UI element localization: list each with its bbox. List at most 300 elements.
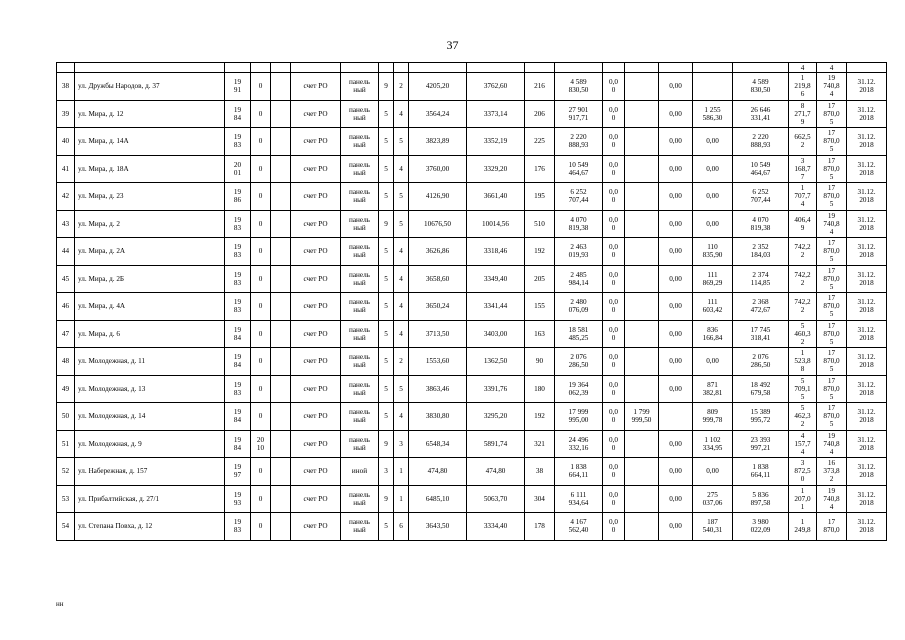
table-cell-floors: 5 bbox=[379, 128, 394, 156]
table-cell-date: 31.12. 2018 bbox=[847, 485, 887, 513]
table-cell-c19: 17 870,0 5 bbox=[817, 403, 847, 431]
table-cell-c5 bbox=[271, 513, 291, 541]
table-cell-n: 38 bbox=[57, 73, 75, 101]
table-row bbox=[57, 458, 887, 486]
table-cell-area1: 6548,34 bbox=[409, 430, 467, 458]
table-cell-entr: 4 bbox=[394, 155, 409, 183]
table-cell-c19: 19 740,8 4 bbox=[817, 210, 847, 238]
table-cell-date: 31.12. 2018 bbox=[847, 155, 887, 183]
table-cell-c13: 0,0 0 bbox=[603, 128, 625, 156]
table-cell-c17: 26 646 331,41 bbox=[733, 100, 789, 128]
table-cell-c15: 0,00 bbox=[659, 210, 693, 238]
housing-table bbox=[56, 62, 887, 541]
table-cell-date: 31.12. 2018 bbox=[847, 513, 887, 541]
table-cell-year: 19 83 bbox=[225, 513, 251, 541]
table-cell-c17: 15 389 995,72 bbox=[733, 403, 789, 431]
table-cell-c19: 17 870,0 5 bbox=[817, 265, 847, 293]
table-cell-c17: 10 549 464,67 bbox=[733, 155, 789, 183]
table-cell-c14 bbox=[625, 265, 659, 293]
table-cell-people: 304 bbox=[525, 485, 555, 513]
table-cell-addr: ул. Мира, д. 2А bbox=[75, 238, 225, 266]
table-cell-cost: 1 838 664,11 bbox=[555, 458, 603, 486]
table-cell-area2: 3349,40 bbox=[467, 265, 525, 293]
table-cell-people: 192 bbox=[525, 238, 555, 266]
table-cell-fund: счет РО bbox=[291, 403, 341, 431]
table-cell-floors: 5 bbox=[379, 265, 394, 293]
table-cell-c14 bbox=[625, 293, 659, 321]
table-cell-c16 bbox=[693, 73, 733, 101]
table-cell-area1: 3650,24 bbox=[409, 293, 467, 321]
table-cell-c18: 4 157,7 4 bbox=[789, 430, 817, 458]
table-cell-year: 19 83 bbox=[225, 375, 251, 403]
table-cell-c14 bbox=[625, 375, 659, 403]
table-cell-wall: панель ный bbox=[341, 430, 379, 458]
table-cell-date: 31.12. 2018 bbox=[847, 238, 887, 266]
table-cell-cost: 2 220 888,93 bbox=[555, 128, 603, 156]
table-cell-c5 bbox=[271, 403, 291, 431]
table-cell-c13: 0,0 0 bbox=[603, 458, 625, 486]
table-cell-c14 bbox=[625, 210, 659, 238]
table-cell-addr: ул. Мира, д. 14А bbox=[75, 128, 225, 156]
table-cell-c19: 19 740,8 4 bbox=[817, 430, 847, 458]
table-cell-c16: 0,00 bbox=[693, 210, 733, 238]
table-cell-fund: счет РО bbox=[291, 238, 341, 266]
table-row bbox=[57, 183, 887, 211]
table-cell-c14 bbox=[625, 128, 659, 156]
table-cell-addr: ул. Молодежная, д. 11 bbox=[75, 348, 225, 376]
table-cell-area2: 3295,20 bbox=[467, 403, 525, 431]
table-cell-year: 19 84 bbox=[225, 403, 251, 431]
table-cell-c16: 0,00 bbox=[693, 458, 733, 486]
table-cell-wall: иной bbox=[341, 458, 379, 486]
table-cell-cost: 2 485 984,14 bbox=[555, 265, 603, 293]
table-cell-c5 bbox=[271, 155, 291, 183]
table-cell-floors: 3 bbox=[379, 458, 394, 486]
table-cell-n: 49 bbox=[57, 375, 75, 403]
table-cell-c14 bbox=[625, 155, 659, 183]
table-cell bbox=[225, 63, 251, 73]
table-cell bbox=[733, 63, 789, 73]
table-cell-floors: 5 bbox=[379, 513, 394, 541]
table-cell-c16: 110 835,90 bbox=[693, 238, 733, 266]
table-cell-c17: 2 374 114,85 bbox=[733, 265, 789, 293]
table-cell-addr: ул. Мира, д. 2 bbox=[75, 210, 225, 238]
table-cell-floors: 5 bbox=[379, 320, 394, 348]
table-cell-area1: 3713,50 bbox=[409, 320, 467, 348]
table-cell-year: 20 01 bbox=[225, 155, 251, 183]
table-row bbox=[57, 513, 887, 541]
table-cell-addr: ул. Прибалтийская, д. 27/1 bbox=[75, 485, 225, 513]
table-cell-addr: ул. Мира, д. 12 bbox=[75, 100, 225, 128]
table-cell-n: 43 bbox=[57, 210, 75, 238]
table-cell-cost: 4 070 819,38 bbox=[555, 210, 603, 238]
table-cell-entr: 4 bbox=[394, 293, 409, 321]
table-cell-people: 216 bbox=[525, 73, 555, 101]
table-cell-cost: 17 999 995,00 bbox=[555, 403, 603, 431]
table-cell-people: 176 bbox=[525, 155, 555, 183]
table-cell-addr: ул. Молодежная, д. 14 bbox=[75, 403, 225, 431]
table-cell-c4: 0 bbox=[251, 513, 271, 541]
table-cell-fund: счет РО bbox=[291, 128, 341, 156]
table-cell-c13: 0,0 0 bbox=[603, 403, 625, 431]
table-cell-c19: 19 740,8 4 bbox=[817, 485, 847, 513]
table-cell-people: 163 bbox=[525, 320, 555, 348]
table-cell-wall: панель ный bbox=[341, 100, 379, 128]
table-cell-c15: 0,00 bbox=[659, 128, 693, 156]
table-cell-entr: 4 bbox=[394, 320, 409, 348]
table-cell-c4: 0 bbox=[251, 458, 271, 486]
table-cell-c18: 742,2 2 bbox=[789, 293, 817, 321]
table-cell-c19: 17 870,0 5 bbox=[817, 293, 847, 321]
table-row bbox=[57, 73, 887, 101]
table-cell-n: 53 bbox=[57, 485, 75, 513]
table-cell-c4: 20 10 bbox=[251, 430, 271, 458]
table-cell-c14 bbox=[625, 73, 659, 101]
table-cell-fund: счет РО bbox=[291, 210, 341, 238]
table-cell-n: 42 bbox=[57, 183, 75, 211]
table-cell-c13: 0,0 0 bbox=[603, 375, 625, 403]
table-cell-c4: 0 bbox=[251, 403, 271, 431]
table-cell-c13: 0,0 0 bbox=[603, 210, 625, 238]
table-cell-floors: 5 bbox=[379, 100, 394, 128]
table-cell-c4: 0 bbox=[251, 265, 271, 293]
table-cell-c18: 1 707,7 4 bbox=[789, 183, 817, 211]
table-cell-area1: 3564,24 bbox=[409, 100, 467, 128]
table-cell-entr: 5 bbox=[394, 210, 409, 238]
table-row bbox=[57, 320, 887, 348]
table-cell-c15: 0,00 bbox=[659, 375, 693, 403]
table-cell-date: 31.12. 2018 bbox=[847, 100, 887, 128]
table-cell-c13: 0,0 0 bbox=[603, 155, 625, 183]
table-cell-people: 192 bbox=[525, 403, 555, 431]
table-cell-c17: 23 393 997,21 bbox=[733, 430, 789, 458]
table-cell-n: 41 bbox=[57, 155, 75, 183]
table-cell-c16: 0,00 bbox=[693, 155, 733, 183]
table-cell-n: 47 bbox=[57, 320, 75, 348]
table-cell-c16: 275 037,06 bbox=[693, 485, 733, 513]
table-cell-wall: панель ный bbox=[341, 210, 379, 238]
table-cell-c18: 3 872,5 0 bbox=[789, 458, 817, 486]
table-cell-c4: 0 bbox=[251, 485, 271, 513]
table-cell-c18: 662,5 2 bbox=[789, 128, 817, 156]
table-cell-entr: 4 bbox=[394, 100, 409, 128]
table-cell-c15: 0,00 bbox=[659, 100, 693, 128]
table-cell-c19: 19 740,8 4 bbox=[817, 73, 847, 101]
table-cell-c19: 17 870,0 5 bbox=[817, 100, 847, 128]
table-cell-c19: 17 870,0 bbox=[817, 513, 847, 541]
table-cell-cost: 10 549 464,67 bbox=[555, 155, 603, 183]
table-cell-fund: счет РО bbox=[291, 73, 341, 101]
table-cell-entr: 4 bbox=[394, 265, 409, 293]
table-cell-date: 31.12. 2018 bbox=[847, 210, 887, 238]
table-cell bbox=[57, 63, 75, 73]
table-cell-c18: 742,2 2 bbox=[789, 238, 817, 266]
table-cell-c17: 3 980 022,09 bbox=[733, 513, 789, 541]
table-cell-cost: 2 463 019,93 bbox=[555, 238, 603, 266]
table-cell-floors: 5 bbox=[379, 375, 394, 403]
table-cell-wall: панель ный bbox=[341, 485, 379, 513]
table-cell-wall: панель ный bbox=[341, 183, 379, 211]
table-cell-area2: 5063,70 bbox=[467, 485, 525, 513]
table-row bbox=[57, 430, 887, 458]
table-cell-cost: 19 364 062,39 bbox=[555, 375, 603, 403]
table-cell-year: 19 84 bbox=[225, 100, 251, 128]
table-row bbox=[57, 155, 887, 183]
table-cell-area2: 3352,19 bbox=[467, 128, 525, 156]
table-cell-c5 bbox=[271, 485, 291, 513]
table-cell-fund: счет РО bbox=[291, 183, 341, 211]
table-cell-c18: 5 460,3 2 bbox=[789, 320, 817, 348]
table-cell-floors: 5 bbox=[379, 403, 394, 431]
table-cell-date: 31.12. 2018 bbox=[847, 430, 887, 458]
table-cell-people: 206 bbox=[525, 100, 555, 128]
table-cell-c19: 17 870,0 5 bbox=[817, 128, 847, 156]
table-cell-c4: 0 bbox=[251, 73, 271, 101]
table-cell-c4: 0 bbox=[251, 375, 271, 403]
table-row bbox=[57, 293, 887, 321]
table-row bbox=[57, 485, 887, 513]
table-cell-date: 31.12. 2018 bbox=[847, 265, 887, 293]
table-cell-c4: 0 bbox=[251, 320, 271, 348]
table-cell-date: 31.12. 2018 bbox=[847, 403, 887, 431]
table-cell-area2: 3318,46 bbox=[467, 238, 525, 266]
table-cell-c15: 0,00 bbox=[659, 320, 693, 348]
table-cell-c16: 836 166,84 bbox=[693, 320, 733, 348]
table-cell-people: 38 bbox=[525, 458, 555, 486]
table-cell bbox=[251, 63, 271, 73]
table-cell-c18: 1 523,8 8 bbox=[789, 348, 817, 376]
table-cell-c15: 0,00 bbox=[659, 513, 693, 541]
table-cell bbox=[341, 63, 379, 73]
table-cell-people: 90 bbox=[525, 348, 555, 376]
table-cell bbox=[847, 63, 887, 73]
table-cell-c5 bbox=[271, 348, 291, 376]
table-cell-floors: 5 bbox=[379, 348, 394, 376]
table-cell-addr: ул. Молодежная, д. 13 bbox=[75, 375, 225, 403]
table-cell-c14 bbox=[625, 485, 659, 513]
table-cell-entr: 5 bbox=[394, 128, 409, 156]
table-cell-addr: ул. Мира, д. 2Б bbox=[75, 265, 225, 293]
table-cell-c19: 17 870,0 5 bbox=[817, 375, 847, 403]
table-cell-c16: 111 603,42 bbox=[693, 293, 733, 321]
table-cell-c15: 0,00 bbox=[659, 238, 693, 266]
table-cell-addr: ул. Мира, д. 6 bbox=[75, 320, 225, 348]
table-cell-c15: 0,00 bbox=[659, 293, 693, 321]
table-cell-entr: 1 bbox=[394, 485, 409, 513]
table-cell-c16: 871 382,81 bbox=[693, 375, 733, 403]
table-cell-c15 bbox=[659, 403, 693, 431]
table-cell-c13: 0,0 0 bbox=[603, 73, 625, 101]
table-cell-entr: 3 bbox=[394, 430, 409, 458]
table-cell-area2: 3341,44 bbox=[467, 293, 525, 321]
table-cell-people: 155 bbox=[525, 293, 555, 321]
table-cell-year: 19 86 bbox=[225, 183, 251, 211]
table-cell-area2: 3373,14 bbox=[467, 100, 525, 128]
table-cell-floors: 9 bbox=[379, 430, 394, 458]
table-cell-c13: 0,0 0 bbox=[603, 238, 625, 266]
table-cell-date: 31.12. 2018 bbox=[847, 128, 887, 156]
table-cell-entr: 5 bbox=[394, 183, 409, 211]
table-cell-c13: 0,0 0 bbox=[603, 100, 625, 128]
table-cell-fund: счет РО bbox=[291, 265, 341, 293]
table-cell-area1: 4126,90 bbox=[409, 183, 467, 211]
table-cell-wall: панель ный bbox=[341, 265, 379, 293]
table-cell-addr: ул. Мира, д. 18А bbox=[75, 155, 225, 183]
table-cell-c14 bbox=[625, 513, 659, 541]
table-cell-c16: 809 999,78 bbox=[693, 403, 733, 431]
table-cell-area1: 10676,50 bbox=[409, 210, 467, 238]
table-cell-c17: 17 745 318,41 bbox=[733, 320, 789, 348]
table-cell-c13: 0,0 0 bbox=[603, 430, 625, 458]
table-cell bbox=[625, 63, 659, 73]
table-cell-area1: 4205,20 bbox=[409, 73, 467, 101]
table-cell-n: 50 bbox=[57, 403, 75, 431]
table-cell-cost: 6 111 934,64 bbox=[555, 485, 603, 513]
table-cell-fund: счет РО bbox=[291, 485, 341, 513]
table-cell-c17: 2 352 184,03 bbox=[733, 238, 789, 266]
table-cell-floors: 9 bbox=[379, 210, 394, 238]
table-cell-entr: 2 bbox=[394, 73, 409, 101]
table-cell-cost: 24 496 332,16 bbox=[555, 430, 603, 458]
table-cell: 4 bbox=[789, 63, 817, 73]
table-cell-people: 225 bbox=[525, 128, 555, 156]
table-cell-year: 19 83 bbox=[225, 210, 251, 238]
table-cell-c5 bbox=[271, 293, 291, 321]
table-cell-c13: 0,0 0 bbox=[603, 348, 625, 376]
table-cell-wall: панель ный bbox=[341, 293, 379, 321]
table-cell-fund: счет РО bbox=[291, 513, 341, 541]
table-cell-c18: 5 462,3 2 bbox=[789, 403, 817, 431]
table-cell-year: 19 84 bbox=[225, 348, 251, 376]
table-cell-fund: счет РО bbox=[291, 320, 341, 348]
table-cell-date: 31.12. 2018 bbox=[847, 375, 887, 403]
table-cell-people: 321 bbox=[525, 430, 555, 458]
table-cell-area1: 1553,60 bbox=[409, 348, 467, 376]
table-cell-date: 31.12. 2018 bbox=[847, 320, 887, 348]
table-cell-entr: 2 bbox=[394, 348, 409, 376]
table-cell-fund: счет РО bbox=[291, 458, 341, 486]
table-cell-c16: 0,00 bbox=[693, 348, 733, 376]
table-cell-c17: 2 368 472,67 bbox=[733, 293, 789, 321]
table-cell bbox=[75, 63, 225, 73]
table-cell-fund: счет РО bbox=[291, 100, 341, 128]
table-cell-year: 19 91 bbox=[225, 73, 251, 101]
table-cell-c4: 0 bbox=[251, 238, 271, 266]
table-cell-addr: ул. Молодежная, д. 9 bbox=[75, 430, 225, 458]
table-cell-c15: 0,00 bbox=[659, 430, 693, 458]
table-cell-cost: 4 167 562,40 bbox=[555, 513, 603, 541]
table-cell-c5 bbox=[271, 375, 291, 403]
table-cell-c4: 0 bbox=[251, 293, 271, 321]
table-cell bbox=[271, 63, 291, 73]
table-cell-c4: 0 bbox=[251, 128, 271, 156]
table-cell-c16: 1 102 334,95 bbox=[693, 430, 733, 458]
table-cell-n: 48 bbox=[57, 348, 75, 376]
table-cell-c4: 0 bbox=[251, 348, 271, 376]
table-cell-area2: 474,80 bbox=[467, 458, 525, 486]
table-cell-fund: счет РО bbox=[291, 155, 341, 183]
table-cell-wall: панель ный bbox=[341, 73, 379, 101]
table-cell-c19: 17 870,0 5 bbox=[817, 155, 847, 183]
table-cell-fund: счет РО bbox=[291, 375, 341, 403]
table-cell bbox=[291, 63, 341, 73]
table-cell-c17: 6 252 707,44 bbox=[733, 183, 789, 211]
table-cell-c18: 3 168,7 7 bbox=[789, 155, 817, 183]
table-cell-wall: панель ный bbox=[341, 128, 379, 156]
table-row-continuation bbox=[57, 63, 887, 73]
table-cell-c14 bbox=[625, 458, 659, 486]
table-cell-year: 19 83 bbox=[225, 293, 251, 321]
table-cell-c14 bbox=[625, 100, 659, 128]
table-cell-addr: ул. Степана Повха, д. 12 bbox=[75, 513, 225, 541]
table-cell-c14 bbox=[625, 320, 659, 348]
table-cell-n: 39 bbox=[57, 100, 75, 128]
table-cell-cost: 2 480 076,09 bbox=[555, 293, 603, 321]
table-cell-addr: ул. Набережная, д. 157 bbox=[75, 458, 225, 486]
table-cell-c17: 2 076 286,50 bbox=[733, 348, 789, 376]
table-cell-c19: 16 373,8 2 bbox=[817, 458, 847, 486]
table-cell-addr: ул. Мира, д. 23 bbox=[75, 183, 225, 211]
table-cell-cost: 4 589 830,50 bbox=[555, 73, 603, 101]
table-row bbox=[57, 100, 887, 128]
table-cell-c15: 0,00 bbox=[659, 348, 693, 376]
table-cell-c5 bbox=[271, 183, 291, 211]
table-cell-cost: 2 076 286,50 bbox=[555, 348, 603, 376]
table-cell bbox=[467, 63, 525, 73]
footer-mark: нн bbox=[56, 600, 64, 608]
table-cell-c5 bbox=[271, 320, 291, 348]
table-cell-c4: 0 bbox=[251, 183, 271, 211]
table-cell-c13: 0,0 0 bbox=[603, 513, 625, 541]
table-cell-c15: 0,00 bbox=[659, 73, 693, 101]
table-cell-wall: панель ный bbox=[341, 348, 379, 376]
table-cell-people: 180 bbox=[525, 375, 555, 403]
table-cell-c5 bbox=[271, 265, 291, 293]
table-cell-c16: 187 540,31 bbox=[693, 513, 733, 541]
table-cell-c16: 0,00 bbox=[693, 183, 733, 211]
table-cell-c13: 0,0 0 bbox=[603, 320, 625, 348]
table-cell-c17: 2 220 888,93 bbox=[733, 128, 789, 156]
table-cell-area1: 474,80 bbox=[409, 458, 467, 486]
table-cell bbox=[555, 63, 603, 73]
table-cell-n: 44 bbox=[57, 238, 75, 266]
table-cell-c4: 0 bbox=[251, 155, 271, 183]
table-cell-floors: 9 bbox=[379, 485, 394, 513]
table-cell bbox=[409, 63, 467, 73]
table-cell-n: 46 bbox=[57, 293, 75, 321]
table-cell-c5 bbox=[271, 238, 291, 266]
table-cell-area2: 5891,74 bbox=[467, 430, 525, 458]
table-cell-floors: 5 bbox=[379, 183, 394, 211]
table-cell-c5 bbox=[271, 73, 291, 101]
table-cell-people: 178 bbox=[525, 513, 555, 541]
table-cell-area1: 3830,80 bbox=[409, 403, 467, 431]
table-cell-c17: 4 589 830,50 bbox=[733, 73, 789, 101]
table-cell-c15: 0,00 bbox=[659, 485, 693, 513]
table-cell-c4: 0 bbox=[251, 100, 271, 128]
table-cell-year: 19 84 bbox=[225, 430, 251, 458]
table-cell-n: 54 bbox=[57, 513, 75, 541]
table-cell-c17: 18 492 679,58 bbox=[733, 375, 789, 403]
table-cell-c13: 0,0 0 bbox=[603, 183, 625, 211]
table-cell-fund: счет РО bbox=[291, 348, 341, 376]
table-cell bbox=[525, 63, 555, 73]
table-cell-year: 19 83 bbox=[225, 238, 251, 266]
table-cell-year: 19 84 bbox=[225, 320, 251, 348]
table-cell-floors: 9 bbox=[379, 73, 394, 101]
table-cell-c17: 4 070 819,38 bbox=[733, 210, 789, 238]
table-row bbox=[57, 265, 887, 293]
